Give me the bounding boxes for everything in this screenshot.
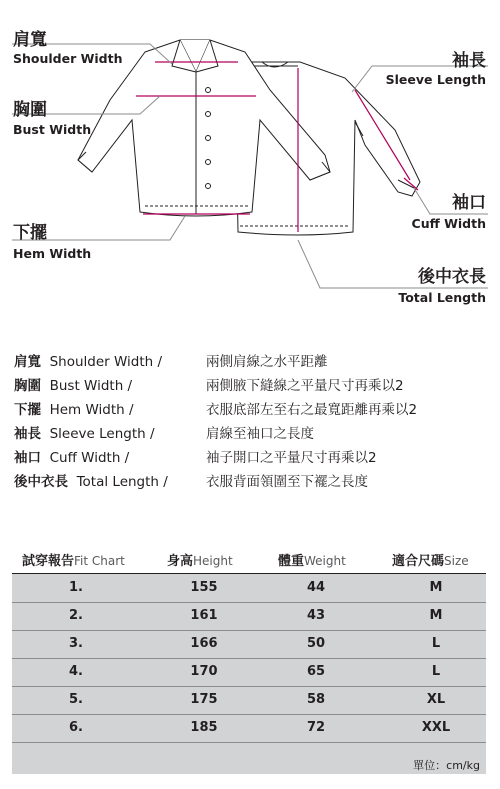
cell-size: L (431, 664, 441, 679)
cell-index: 6. (69, 720, 83, 735)
cuff-label-en: Cuff Width (411, 216, 486, 231)
legend-desc: 肩線至袖口之長度 (206, 426, 314, 442)
legend-item: 袖長 Sleeve Length / (14, 426, 155, 442)
header-weight: 體重Weight (278, 554, 346, 569)
table-header (12, 543, 486, 574)
unit-note: 單位：cm/kg (413, 759, 480, 772)
table-row (12, 630, 486, 659)
table-row (12, 686, 486, 715)
cell-size: L (431, 636, 441, 651)
cell-height: 185 (190, 720, 218, 735)
cell-weight: 72 (306, 720, 326, 735)
cell-size: XL (426, 692, 446, 707)
shoulder-label-en: Shoulder Width (13, 51, 123, 66)
legend-item: 袖口 Cuff Width / (14, 450, 130, 466)
legend-desc: 兩側腋下縫線之平量尺寸再乘以2 (206, 378, 404, 394)
total-label-zh: 後中衣長 (418, 267, 486, 287)
header-size: 適合尺碼Size (392, 554, 469, 569)
legend-desc: 兩側肩線之水平距離 (206, 354, 328, 370)
legend-item: 胸圍 Bust Width / (14, 378, 133, 394)
header-fit-chart: 試穿報告Fit Chart (22, 554, 125, 569)
cell-weight: 58 (306, 692, 326, 707)
cell-height: 155 (190, 580, 218, 595)
legend-item: 後中衣長 Total Length / (14, 474, 168, 490)
header-height: 身高Height (167, 554, 233, 569)
legend-desc: 衣服背面領圍至下襬之長度 (206, 474, 368, 490)
cell-size: M (429, 580, 443, 595)
legend-item: 肩寬 Shoulder Width / (14, 354, 163, 370)
cell-weight: 43 (306, 608, 326, 623)
sleeve-label-en: Sleeve Length (385, 72, 486, 87)
sleeve-label-zh: 袖長 (452, 51, 486, 71)
cell-size: M (429, 608, 443, 623)
cell-height: 166 (190, 636, 218, 651)
cuff-label-zh: 袖口 (452, 193, 486, 213)
table-row (12, 574, 486, 603)
cell-index: 4. (69, 664, 83, 679)
hem-label-zh: 下擺 (13, 223, 47, 243)
bust-label-zh: 胸圍 (13, 100, 47, 120)
cell-index: 5. (69, 692, 83, 707)
legend-desc: 衣服底部左至右之最寬距離再乘以2 (206, 402, 418, 418)
cell-size: XXL (421, 720, 451, 735)
cell-index: 2. (69, 608, 83, 623)
cell-weight: 65 (306, 664, 326, 679)
cell-height: 175 (190, 692, 218, 707)
cell-height: 170 (190, 664, 218, 679)
shoulder-label-zh: 肩寬 (13, 30, 47, 50)
cell-index: 3. (69, 636, 83, 651)
table-row (12, 714, 486, 743)
legend-item: 下擺 Hem Width / (14, 402, 134, 418)
legend-desc: 袖子開口之平量尺寸再乘以2 (206, 450, 377, 466)
hem-label-en: Hem Width (13, 246, 92, 261)
cell-weight: 44 (306, 580, 326, 595)
total-label-en: Total Length (398, 290, 486, 305)
table-row (12, 658, 486, 687)
table-row (12, 602, 486, 631)
cell-weight: 50 (306, 636, 326, 651)
cell-height: 161 (190, 608, 218, 623)
fit-chart-table (12, 543, 486, 774)
cell-index: 1. (69, 580, 83, 595)
bust-label-en: Bust Width (13, 122, 92, 137)
